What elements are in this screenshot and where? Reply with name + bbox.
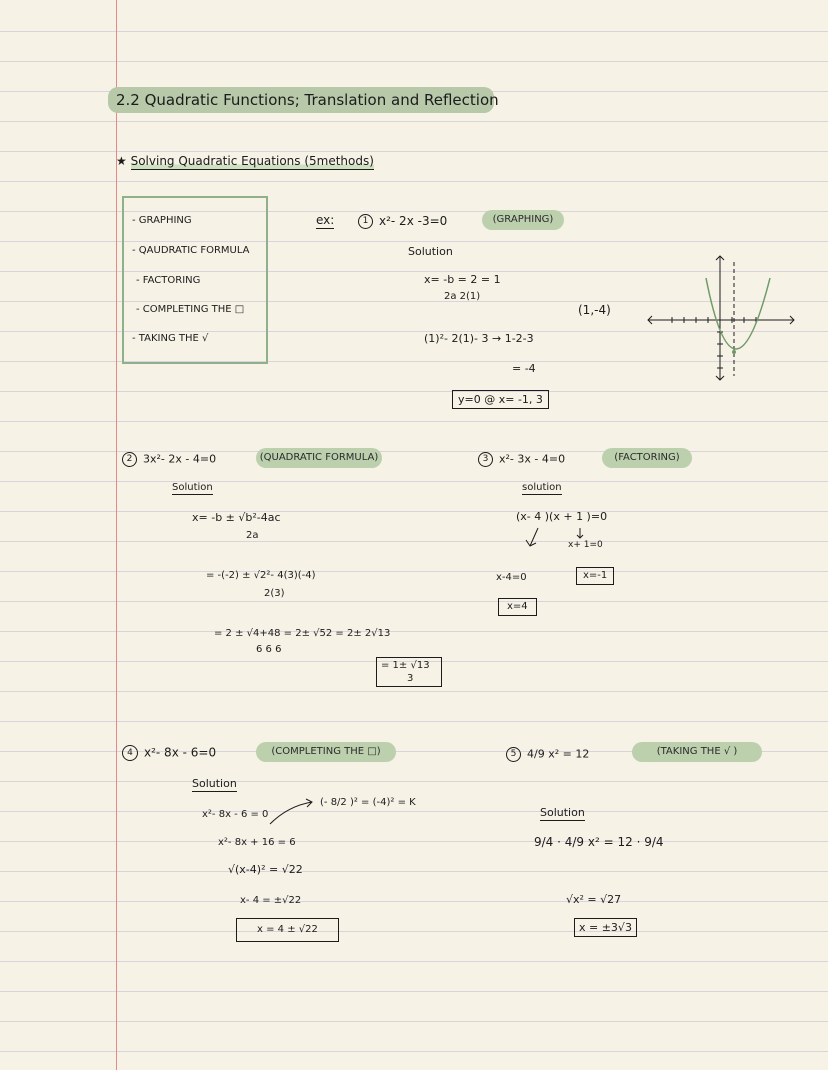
ex2-step-1: x= -b ± √b²-4ac — [192, 511, 281, 524]
star-icon: ★ — [116, 154, 127, 168]
ex4-equation: 4 x²- 8x - 6=0 — [122, 745, 216, 761]
ex3-left-factor: x-4=0 — [496, 572, 527, 583]
ex2-step-2-denominator: 2(3) — [264, 588, 285, 599]
ex1-step-1: x= -b = 2 = 1 — [424, 273, 501, 286]
ex1-solution-label: Solution — [408, 245, 453, 258]
ex5-step-2: √x² = √27 — [566, 893, 622, 906]
ex2-solution-label: Solution — [172, 482, 213, 493]
ex2-method-tag: (QUADRATIC FORMULA) — [256, 448, 382, 468]
ex1-step-2: (1)²- 2(1)- 3 → 1-2-3 — [424, 332, 534, 345]
ex5-step-1: 9/4 · 4/9 x² = 12 · 9/4 — [534, 835, 664, 849]
method-item: - QAUDRATIC FORMULA — [132, 245, 250, 256]
ex5-method-tag: (TAKING THE √ ) — [632, 742, 762, 762]
ex3-equation: 3 x²- 3x - 4=0 — [478, 452, 565, 467]
method-item: - TAKING THE √ — [132, 333, 209, 344]
ex4-solution-label: Solution — [192, 777, 237, 790]
ex2-answer-denominator: 3 — [407, 673, 414, 684]
ex1-method-tag: (GRAPHING) — [482, 210, 564, 230]
ex4-answer-box: x = 4 ± √22 — [236, 918, 339, 942]
ex3-answer-box-1: x=-1 — [576, 567, 614, 585]
ex4-step-3: √(x-4)² = √22 — [228, 863, 303, 876]
ex1-label: ex: — [316, 213, 335, 227]
ex4-method-tag: (COMPLETING THE □) — [256, 742, 396, 762]
section-heading-text: Solving Quadratic Equations (5methods) — [130, 154, 374, 168]
ex5-equation: 5 4/9 x² = 12 — [506, 747, 589, 762]
section-heading — [116, 155, 374, 167]
ex2-answer: = 1± √13 — [381, 660, 430, 671]
ex2-answer-box — [376, 657, 442, 687]
ex3-answer-box-2: x=4 — [498, 598, 537, 616]
parabola-graph — [648, 252, 798, 382]
ex2-step-2: = -(-2) ± √2²- 4(3)(-4) — [206, 570, 316, 581]
ex3-solution-label: solution — [522, 482, 562, 493]
ex2-equation: 2 3x²- 2x - 4=0 — [122, 452, 216, 467]
ex1-vertex: (1,-4) — [578, 303, 611, 317]
method-item: - COMPLETING THE □ — [136, 304, 245, 315]
ex4-arrow — [268, 798, 318, 828]
ex2-step-1-denominator: 2a — [246, 530, 259, 541]
ex5-solution-label: Solution — [540, 806, 585, 819]
ex1-answer-box: y=0 @ x= -1, 3 — [452, 390, 549, 409]
ex1-step-1-denominator: 2a 2(1) — [444, 291, 481, 302]
ex2-step-3: = 2 ± √4+48 = 2± √52 = 2± 2√13 — [214, 628, 391, 639]
ex3-step-1: (x- 4 )(x + 1 )=0 — [516, 510, 608, 523]
ex5-answer-box: x = ±3√3 — [574, 918, 637, 937]
ex4-step-1: x²- 8x - 6 = 0 — [202, 809, 269, 820]
ex3-step-2: x+ 1=0 — [568, 540, 603, 550]
method-item: - GRAPHING — [132, 215, 192, 226]
page-title: 2.2 Quadratic Functions; Translation and Reflection — [108, 87, 494, 113]
ex4-side-note: (- 8/2 )² = (-4)² = K — [320, 797, 416, 808]
ex4-step-2: x²- 8x + 16 = 6 — [218, 837, 296, 848]
ex4-step-4: x- 4 = ±√22 — [240, 895, 302, 906]
method-item: - FACTORING — [136, 275, 201, 286]
ex3-method-tag: (FACTORING) — [602, 448, 692, 468]
ex1-step-3: = -4 — [512, 362, 536, 375]
ex1-equation: 1 x²- 2x -3=0 — [358, 214, 447, 229]
ex2-step-3-denominator: 6 6 6 — [256, 644, 282, 655]
